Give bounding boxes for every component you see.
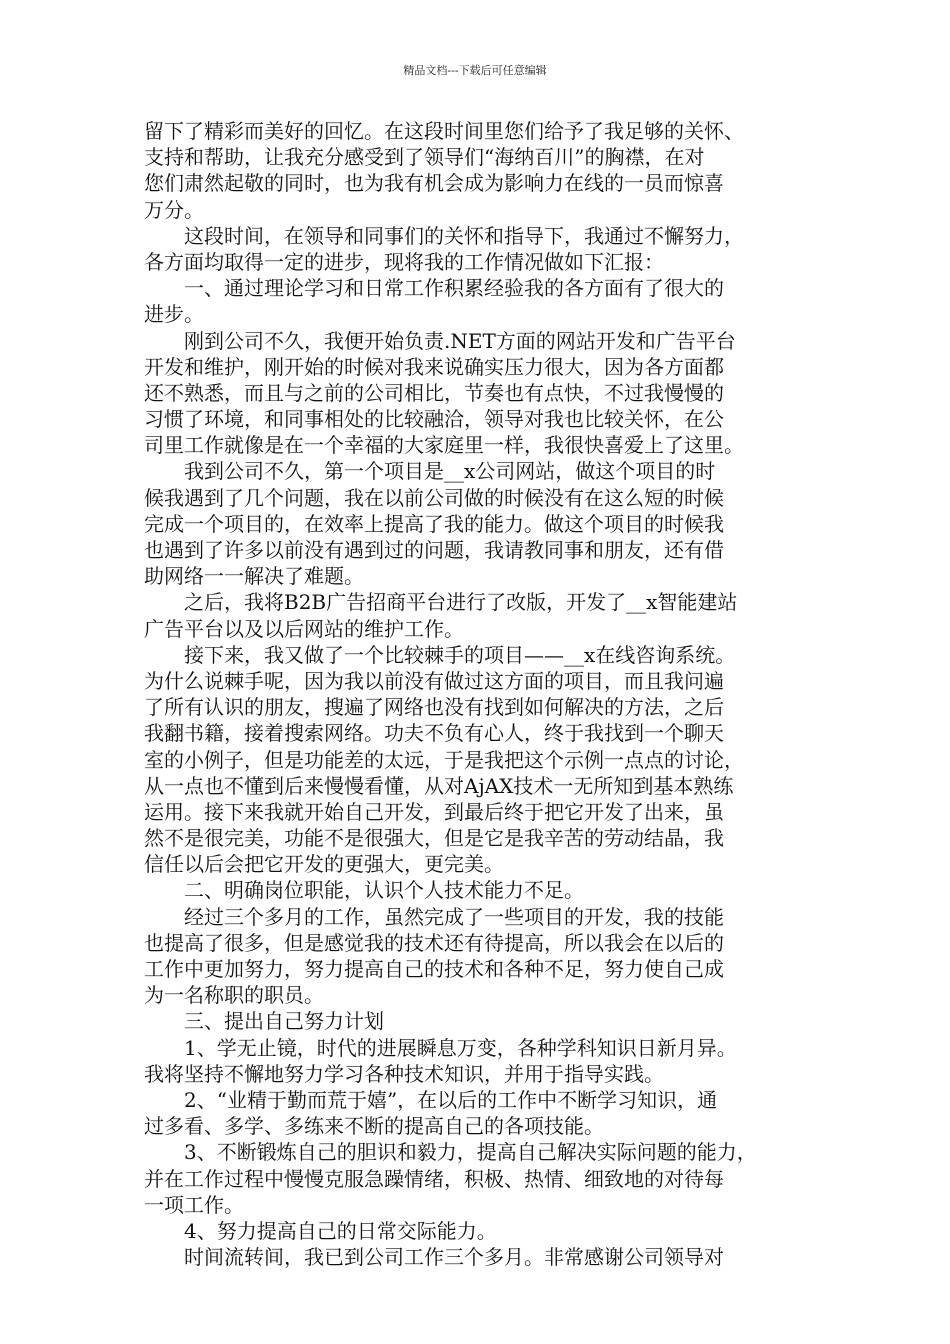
text-line: 习惯了环境，和同事相处的比较融洽，领导对我也比较关怀，在公 [144, 407, 724, 432]
text-line: 了所有认识的朋友，搜遍了网络也没有找到如何解决的方法，之后 [144, 695, 724, 720]
text-line: 还不熟悉，而且与之前的公司相比，节奏也有点快，不过我慢慢的 [144, 380, 724, 405]
text-line: 也遇到了许多以前没有遇到过的问题，我请教同事和朋友，还有借 [144, 538, 724, 562]
text-line: 信任以后会把它开发的更强大，更完美。 [144, 852, 504, 877]
text-line: 我到公司不久，第一个项目是__x公司网站，做这个项目的时 [144, 459, 716, 484]
text-line: 我翻书籍，接着搜索网络。功夫不负有心人，终于我找到一个聊天 [144, 721, 724, 746]
text-line: 也提高了很多，但是感觉我的技术还有待提高，所以我会在以后的 [144, 930, 724, 955]
text-line: 经过三个多月的工作，虽然完成了一些项目的开发，我的技能 [144, 904, 724, 929]
text-line: 然不是很完美，功能不是很强大，但是它是我辛苦的劳动结晶，我 [144, 826, 724, 851]
text-line: 并在工作过程中慢慢克服急躁情绪，积极、热情、细致地的对待每 [144, 1166, 724, 1191]
text-line: 留下了精彩而美好的回忆。在这段时间里您们给予了我足够的关怀、 [144, 119, 744, 143]
text-line: 各方面均取得一定的进步，现将我的工作情况做如下汇报： [144, 249, 664, 274]
text-line: 1、学无止镜，时代的进展瞬息万变，各种学科知识日新月异。 [144, 1035, 737, 1060]
text-line: 为一名称职的职员。 [144, 983, 324, 1008]
text-line: 室的小例子，但是功能差的太远，于是我把这个示例一点点的讨论， [144, 747, 744, 772]
text-line: 候我遇到了几个问题，我在以前公司做的时候没有在这么短的时候 [144, 485, 724, 510]
text-line: 二、明确岗位职能，认识个人技术能力不足。 [144, 878, 584, 903]
text-line: 三、提出自己努力计划 [144, 1009, 384, 1034]
text-line: 4、努力提高自己的日常交际能力。 [144, 1218, 497, 1243]
text-line: 一、通过理论学习和日常工作积累经验我的各方面有了很大的 [144, 276, 724, 301]
text-line: 之后，我将B2B广告招商平台进行了改版，开发了__x智能建站 [144, 590, 738, 615]
text-line: 接下来，我又做了一个比较棘手的项目——__x在线咨询系统。 [144, 642, 736, 667]
text-line: 进步。 [144, 302, 204, 327]
document-body [144, 118, 812, 1270]
text-line: 我将坚持不懈地努力学习各种技术知识，并用于指导实践。 [144, 1061, 664, 1086]
text-line: 工作中更加努力，努力提高自己的技术和各种不足，努力使自己成 [144, 957, 724, 981]
text-line: 这段时间，在领导和同事们的关怀和指导下，我通过不懈努力， [144, 223, 744, 248]
text-line: 为什么说棘手呢，因为我以前没有做过这方面的项目，而且我问遍 [144, 668, 724, 693]
text-line: 司里工作就像是在一个幸福的大家庭里一样，我很快喜爱上了这里。 [144, 433, 744, 458]
text-line: 从一点也不懂到后来慢慢看懂，从对AjAX技术一无所知到基本熟练 [144, 773, 734, 798]
text-line: 2、“业精于勤而荒于嬉”，在以后的工作中不断学习知识，通 [144, 1087, 718, 1112]
text-line: 完成一个项目的，在效率上提高了我的能力。做这个项目的时候我 [144, 511, 724, 536]
text-line: 过多看、多学、多练来不断的提高自己的各项技能。 [144, 1114, 604, 1139]
text-line: 您们肃然起敬的同时，也为我有机会成为影响力在线的一员而惊喜 [144, 171, 724, 196]
page-header: 精品文档---下载后可任意编辑 [403, 64, 547, 77]
text-line: 一项工作。 [144, 1192, 244, 1217]
text-line: 开发和维护，刚开始的时候对我来说确实压力很大，因为各方面都 [144, 354, 724, 379]
text-line: 广告平台以及以后网站的维护工作。 [144, 616, 464, 641]
text-line: 运用。接下来我就开始自己开发，到最后终于把它开发了出来，虽 [144, 799, 724, 824]
text-line: 时间流转间，我已到公司工作三个多月。非常感谢公司领导对 [144, 1245, 724, 1270]
text-line: 万分。 [144, 197, 204, 222]
text-line: 助网络一一解决了难题。 [144, 564, 364, 589]
text-line: 支持和帮助，让我充分感受到了领导们“海纳百川”的胸襟，在对 [144, 145, 705, 170]
text-line: 刚到公司不久，我便开始负责.NET方面的网站开发和广告平台 [144, 328, 736, 353]
text-line: 3、不断锻炼自己的胆识和毅力，提高自己解决实际问题的能力， [144, 1140, 757, 1165]
